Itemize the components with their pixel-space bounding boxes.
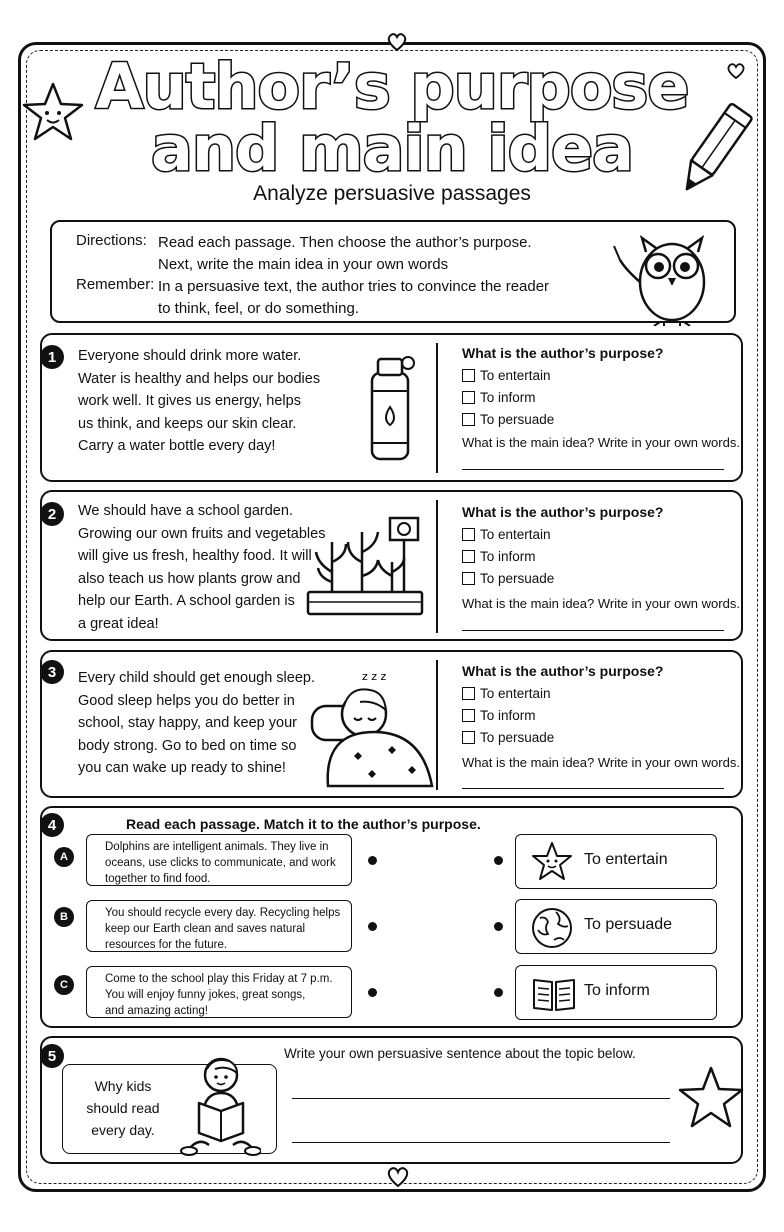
purpose-question: What is the author’s purpose? xyxy=(462,504,664,520)
passage-line: Good sleep helps you do better in xyxy=(78,692,295,709)
match-dot-right[interactable] xyxy=(494,856,503,865)
match-dot-left[interactable] xyxy=(368,988,377,997)
book-icon xyxy=(530,972,578,1014)
passage-section-3 xyxy=(40,650,743,798)
purpose-question: What is the author’s purpose? xyxy=(462,345,664,361)
purpose-label: To inform xyxy=(584,982,650,999)
checkbox[interactable] xyxy=(462,369,475,382)
checkbox[interactable] xyxy=(462,550,475,563)
heart-icon xyxy=(386,1166,410,1188)
main-idea-question: What is the main idea? Write in your own words. xyxy=(462,755,740,770)
option-inform[interactable]: To inform xyxy=(462,549,536,564)
divider xyxy=(436,660,438,790)
answer-line[interactable] xyxy=(292,1098,670,1099)
main-idea-question: What is the main idea? Write in your own words. xyxy=(462,435,740,450)
passage-line: you can wake up ready to shine! xyxy=(78,760,286,776)
main-idea-question: What is the main idea? Write in your own words. xyxy=(462,596,740,611)
checkbox[interactable] xyxy=(462,391,475,404)
answer-line[interactable] xyxy=(462,469,724,470)
directions-label: Directions: xyxy=(76,232,147,249)
checkbox[interactable] xyxy=(462,731,475,744)
checkbox[interactable] xyxy=(462,709,475,722)
answer-line[interactable] xyxy=(462,788,724,789)
directions-box xyxy=(50,220,736,323)
matching-section xyxy=(40,806,743,1028)
heart-icon xyxy=(386,32,408,52)
passage-line: Carry a water bottle every day! xyxy=(78,438,276,454)
option-inform[interactable]: To inform xyxy=(462,390,536,405)
passage-line: Growing our own fruits and vegetables xyxy=(78,525,326,542)
option-persuade[interactable]: To persuade xyxy=(462,730,554,745)
option-entertain[interactable]: To entertain xyxy=(462,686,551,701)
question-number: 3 xyxy=(40,660,64,684)
question-number: 5 xyxy=(40,1044,64,1068)
passage-text xyxy=(78,500,325,635)
checkbox[interactable] xyxy=(462,413,475,426)
match-dot-right[interactable] xyxy=(494,988,503,997)
garden-icon xyxy=(304,512,426,620)
question-number: 2 xyxy=(40,502,64,526)
match-dot-right[interactable] xyxy=(494,922,503,931)
purpose-box-entertain xyxy=(515,834,717,889)
svg-text:z z z: z z z xyxy=(362,670,387,683)
option-persuade[interactable]: To persuade xyxy=(462,571,554,586)
star-icon xyxy=(530,841,574,883)
passage-line: work well. It gives us energy, helps xyxy=(78,393,301,409)
passage-line: will give us fresh, healthy food. It will xyxy=(78,548,312,564)
topic-text: Why kids should read every day. xyxy=(86,1078,160,1138)
sleeping-child-icon xyxy=(304,660,436,794)
option-entertain[interactable]: To entertain xyxy=(462,368,551,383)
remember-line-2: to think, feel, or do something. xyxy=(158,300,359,317)
letter-a-badge: A xyxy=(54,847,74,867)
owl-icon xyxy=(612,230,722,326)
passage-text xyxy=(78,667,315,780)
letter-c-badge: C xyxy=(54,975,74,995)
option-inform[interactable]: To inform xyxy=(462,708,536,723)
topic-box xyxy=(62,1064,277,1154)
purpose-box-persuade xyxy=(515,899,717,954)
purpose-box-inform xyxy=(515,965,717,1020)
writing-heading: Write your own persuasive sentence about the topic below. xyxy=(284,1046,636,1061)
checkbox[interactable] xyxy=(462,528,475,541)
match-passage-c: Come to the school play this Friday at 7 p.m. You will enjoy funny jokes, great songs, and amazing acting! xyxy=(86,966,352,1018)
match-passage-b: You should recycle every day. Recycling helps keep our Earth clean and saves natural resources for the future. xyxy=(86,900,352,952)
answer-line[interactable] xyxy=(292,1142,670,1143)
match-dot-left[interactable] xyxy=(368,922,377,931)
passage-line: help our Earth. A school garden is xyxy=(78,593,295,609)
passage-text xyxy=(78,345,320,458)
passage-line: Everyone should drink more water. xyxy=(78,348,302,364)
water-bottle-icon xyxy=(360,351,420,463)
passage-section-1 xyxy=(40,333,743,482)
remember-label: Remember: xyxy=(76,276,155,293)
divider xyxy=(436,500,438,633)
passage-line: also teach us how plants grow and xyxy=(78,570,301,587)
match-dot-left[interactable] xyxy=(368,856,377,865)
purpose-label: To persuade xyxy=(584,916,673,933)
letter-b-badge: B xyxy=(54,907,74,927)
title-line-2: and main idea xyxy=(151,112,633,185)
passage-section-2 xyxy=(40,490,743,641)
matching-heading: Read each passage. Match it to the author’s purpose. xyxy=(126,816,481,832)
writing-section xyxy=(40,1036,743,1164)
passage-line: school, stay happy, and keep your xyxy=(78,715,297,731)
passage-line: Every child should get enough sleep. xyxy=(78,670,315,686)
match-passage-a: Dolphins are intelligent animals. They live in oceans, use clicks to communicate, and work together to find food. xyxy=(86,834,352,886)
passage-line: us think, and keeps our skin clear. xyxy=(78,415,297,432)
question-number: 4 xyxy=(40,813,64,837)
globe-icon xyxy=(530,906,574,950)
remember-line-1: In a persuasive text, the author tries to convince the reader xyxy=(158,278,550,295)
answer-line[interactable] xyxy=(462,630,724,631)
checkbox[interactable] xyxy=(462,687,475,700)
purpose-label: To entertain xyxy=(584,851,668,868)
passage-line: body strong. Go to bed on time so xyxy=(78,737,297,754)
passage-line: We should have a school garden. xyxy=(78,503,293,519)
option-entertain[interactable]: To entertain xyxy=(462,527,551,542)
checkbox[interactable] xyxy=(462,572,475,585)
question-number: 1 xyxy=(40,345,64,369)
title-line-1: Author’s purpose xyxy=(95,50,689,123)
divider xyxy=(436,343,438,473)
passage-line: a great idea! xyxy=(78,615,159,632)
option-persuade[interactable]: To persuade xyxy=(462,412,554,427)
passage-line: Water is healthy and helps our bodies xyxy=(78,370,321,387)
directions-line-2: Next, write the main idea in your own words xyxy=(158,256,449,273)
reading-child-icon xyxy=(179,1053,261,1157)
purpose-question: What is the author’s purpose? xyxy=(462,663,664,679)
subtitle: Analyze persuasive passages xyxy=(253,182,531,205)
directions-line-1: Read each passage. Then choose the author’s purpose. xyxy=(158,234,532,251)
